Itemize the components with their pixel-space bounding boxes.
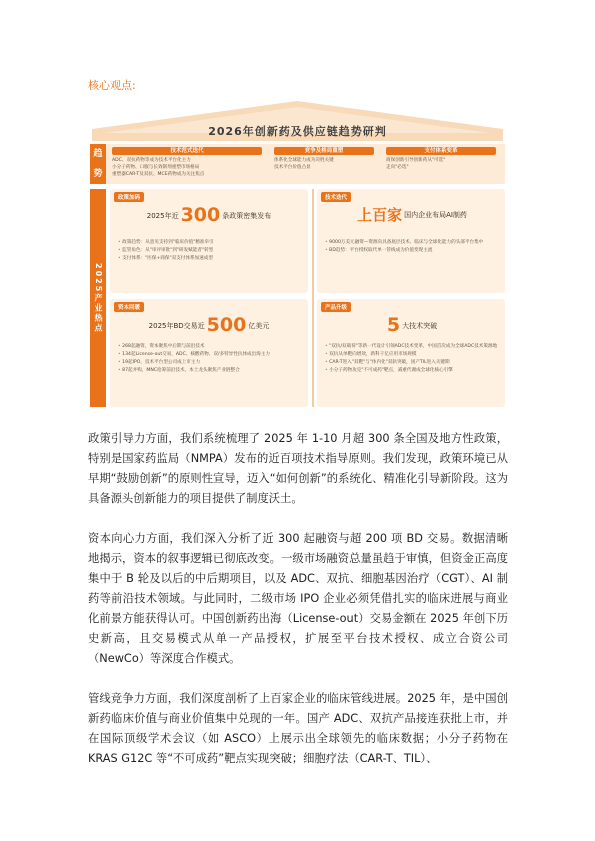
trend-head: 竞争及格局重塑 [274,147,374,155]
panel-policy [110,189,308,293]
trend-line: 商保创新引导创新药从"可选" [386,158,446,163]
infographic-title: 2026年创新药及供应链趋势研判 [208,125,387,138]
panel-label: 资本回暖 [114,302,144,312]
trend-row [90,144,505,184]
trend-head: 技术范式迭代 [112,147,262,155]
panel-capital [110,299,308,407]
list-item: • 268起融资，资本聚焦中后期与前沿技术 [118,343,302,351]
list-item: • CAR-T进入"双靶"与"体内化"双轨突破，国产TIL进入关键期 [325,359,499,367]
trend-line: 小分子药物、口服与长效制剂重塑市场格局 [112,165,200,170]
trend-line: 走向"必选" [386,165,409,170]
panel-headline: 5 大技术突破 [386,314,438,336]
list-item: • 134起License-out交易，ADC、核酸药物、双/多特异性抗体成出海主力 [118,351,302,359]
panel-product [317,299,505,407]
list-item: • 19起IPO，技术平台型公司成上市主力 [118,359,302,367]
panel-headline: 2025年近 300 条政策密集发布 [146,204,272,226]
list-item: • 小分子药物攻克"不可成药"靶点，减重代谢成全球化核心引擎 [325,367,499,375]
trend-tag: 趋势 [90,144,106,184]
panel-label: 政策加码 [114,192,144,202]
trend-column [386,147,496,171]
panel-headline: 2025年BD交易近 500 亿美元 [148,314,270,336]
paragraph-policy: 政策引导力方面，我们系统梳理了 2025 年 1-10 月超 300 条全国及地方性政策，特别是国家药监局（NMPA）发布的近百项技术指导原则。我们发现，政策环境已从早期“鼓励创新”的原则性宣导，迈入“如何创新”的系统化、精准化引导新阶段。这为具备源头创新能力的项目提供了制度沃土。 [88,432,508,505]
list-item: • BD趋势：平台授权取代单一管线成为价值变现主流 [325,247,499,255]
panel-label: 技术迭代 [321,192,351,202]
trend-line: 重塑器CAR-T及双抗、MCE药物成为关注焦点 [112,172,205,177]
body-text [88,429,508,509]
panel-label: 产品升级 [321,302,351,312]
list-item: • 87起并购，MNC抢筹前沿技术，本土龙头聚焦产业链整合 [118,367,302,375]
panel-list [325,239,499,255]
paragraph-pipeline: 管线竞争力方面，我们深度剖析了上百家企业的临床管线进展。2025 年，是中国创新药临床价值与商业价值集中兑现的一年。国产 ADC、双抗产品接连获批上市，并在国际顶级学术会议（如 ASCO）上展示出全球领先的临床数据；小分子药物在 KRAS G12C 等“不可成药”靶点实现突破；细胞疗法（CAR-T、TIL）、 [88,692,508,765]
body-text [88,689,508,769]
panel-list [118,343,302,375]
trend-column [112,147,262,178]
trend-line: 技术平台价值凸显 [274,165,311,170]
panel-list [325,343,499,375]
body-text [88,529,508,669]
trend-line: 体系化全球能力成为决胜关键 [274,158,334,163]
list-item: • 监管角色：从"审评审批"到"研发赋能者"转型 [118,247,302,255]
paragraph-capital: 资本向心力方面，我们深入分析了近 300 起融资与超 200 项 BD 交易。数据清晰地揭示，资本的叙事逻辑已彻底改变。一级市场融资总量虽趋于审慎，但资金正高度集中于 B 轮及以后的中后期项目，以及 ADC、双抗、细胞基因治疗（CGT）、AI 制药等前沿技术领域。与此同时，二级市场 IPO 企业必须凭借扎实的临床进展与商业化前景方能获得认可。中国创新药出海（License-out）交易金额在 2025 年创下历史新高，且交易模式从单一产品授权，扩展至平台技术授权、成立合资公司（NewCo）等深度合作模式。 [88,532,508,665]
panel-tech [317,189,505,293]
panel-list [118,239,302,263]
center-divider [312,189,314,407]
list-item: • 双抗从单靶向增效，新科干亿应用市场规模 [325,351,499,359]
trend-line: ADC、双抗药物等成为技术平台化主力 [112,158,191,163]
panel-headline: 上百家 国内企业布局AI制药 [357,206,467,224]
trend-infographic [90,99,505,407]
trend-head: 支付体系变革 [386,147,496,155]
list-item: • 9000万美元融资—资源向具备底层技术、临床与全球化能力的头部平台集中 [325,239,499,247]
list-item: • 政策趋势：从意见支持到"临床价值"精准牵引 [118,239,302,247]
list-item: • 支付体系："医保+商保"双支付体系加速成型 [118,255,302,263]
list-item: • "双抗/双载荷"等新一代设计引领ADC技术变革，中国首次成为全球ADC技术策源地 [325,343,499,351]
section-heading: 核心观点: [88,79,136,92]
side-tag: 2025产业热点 [90,189,106,407]
trend-column [274,147,374,171]
